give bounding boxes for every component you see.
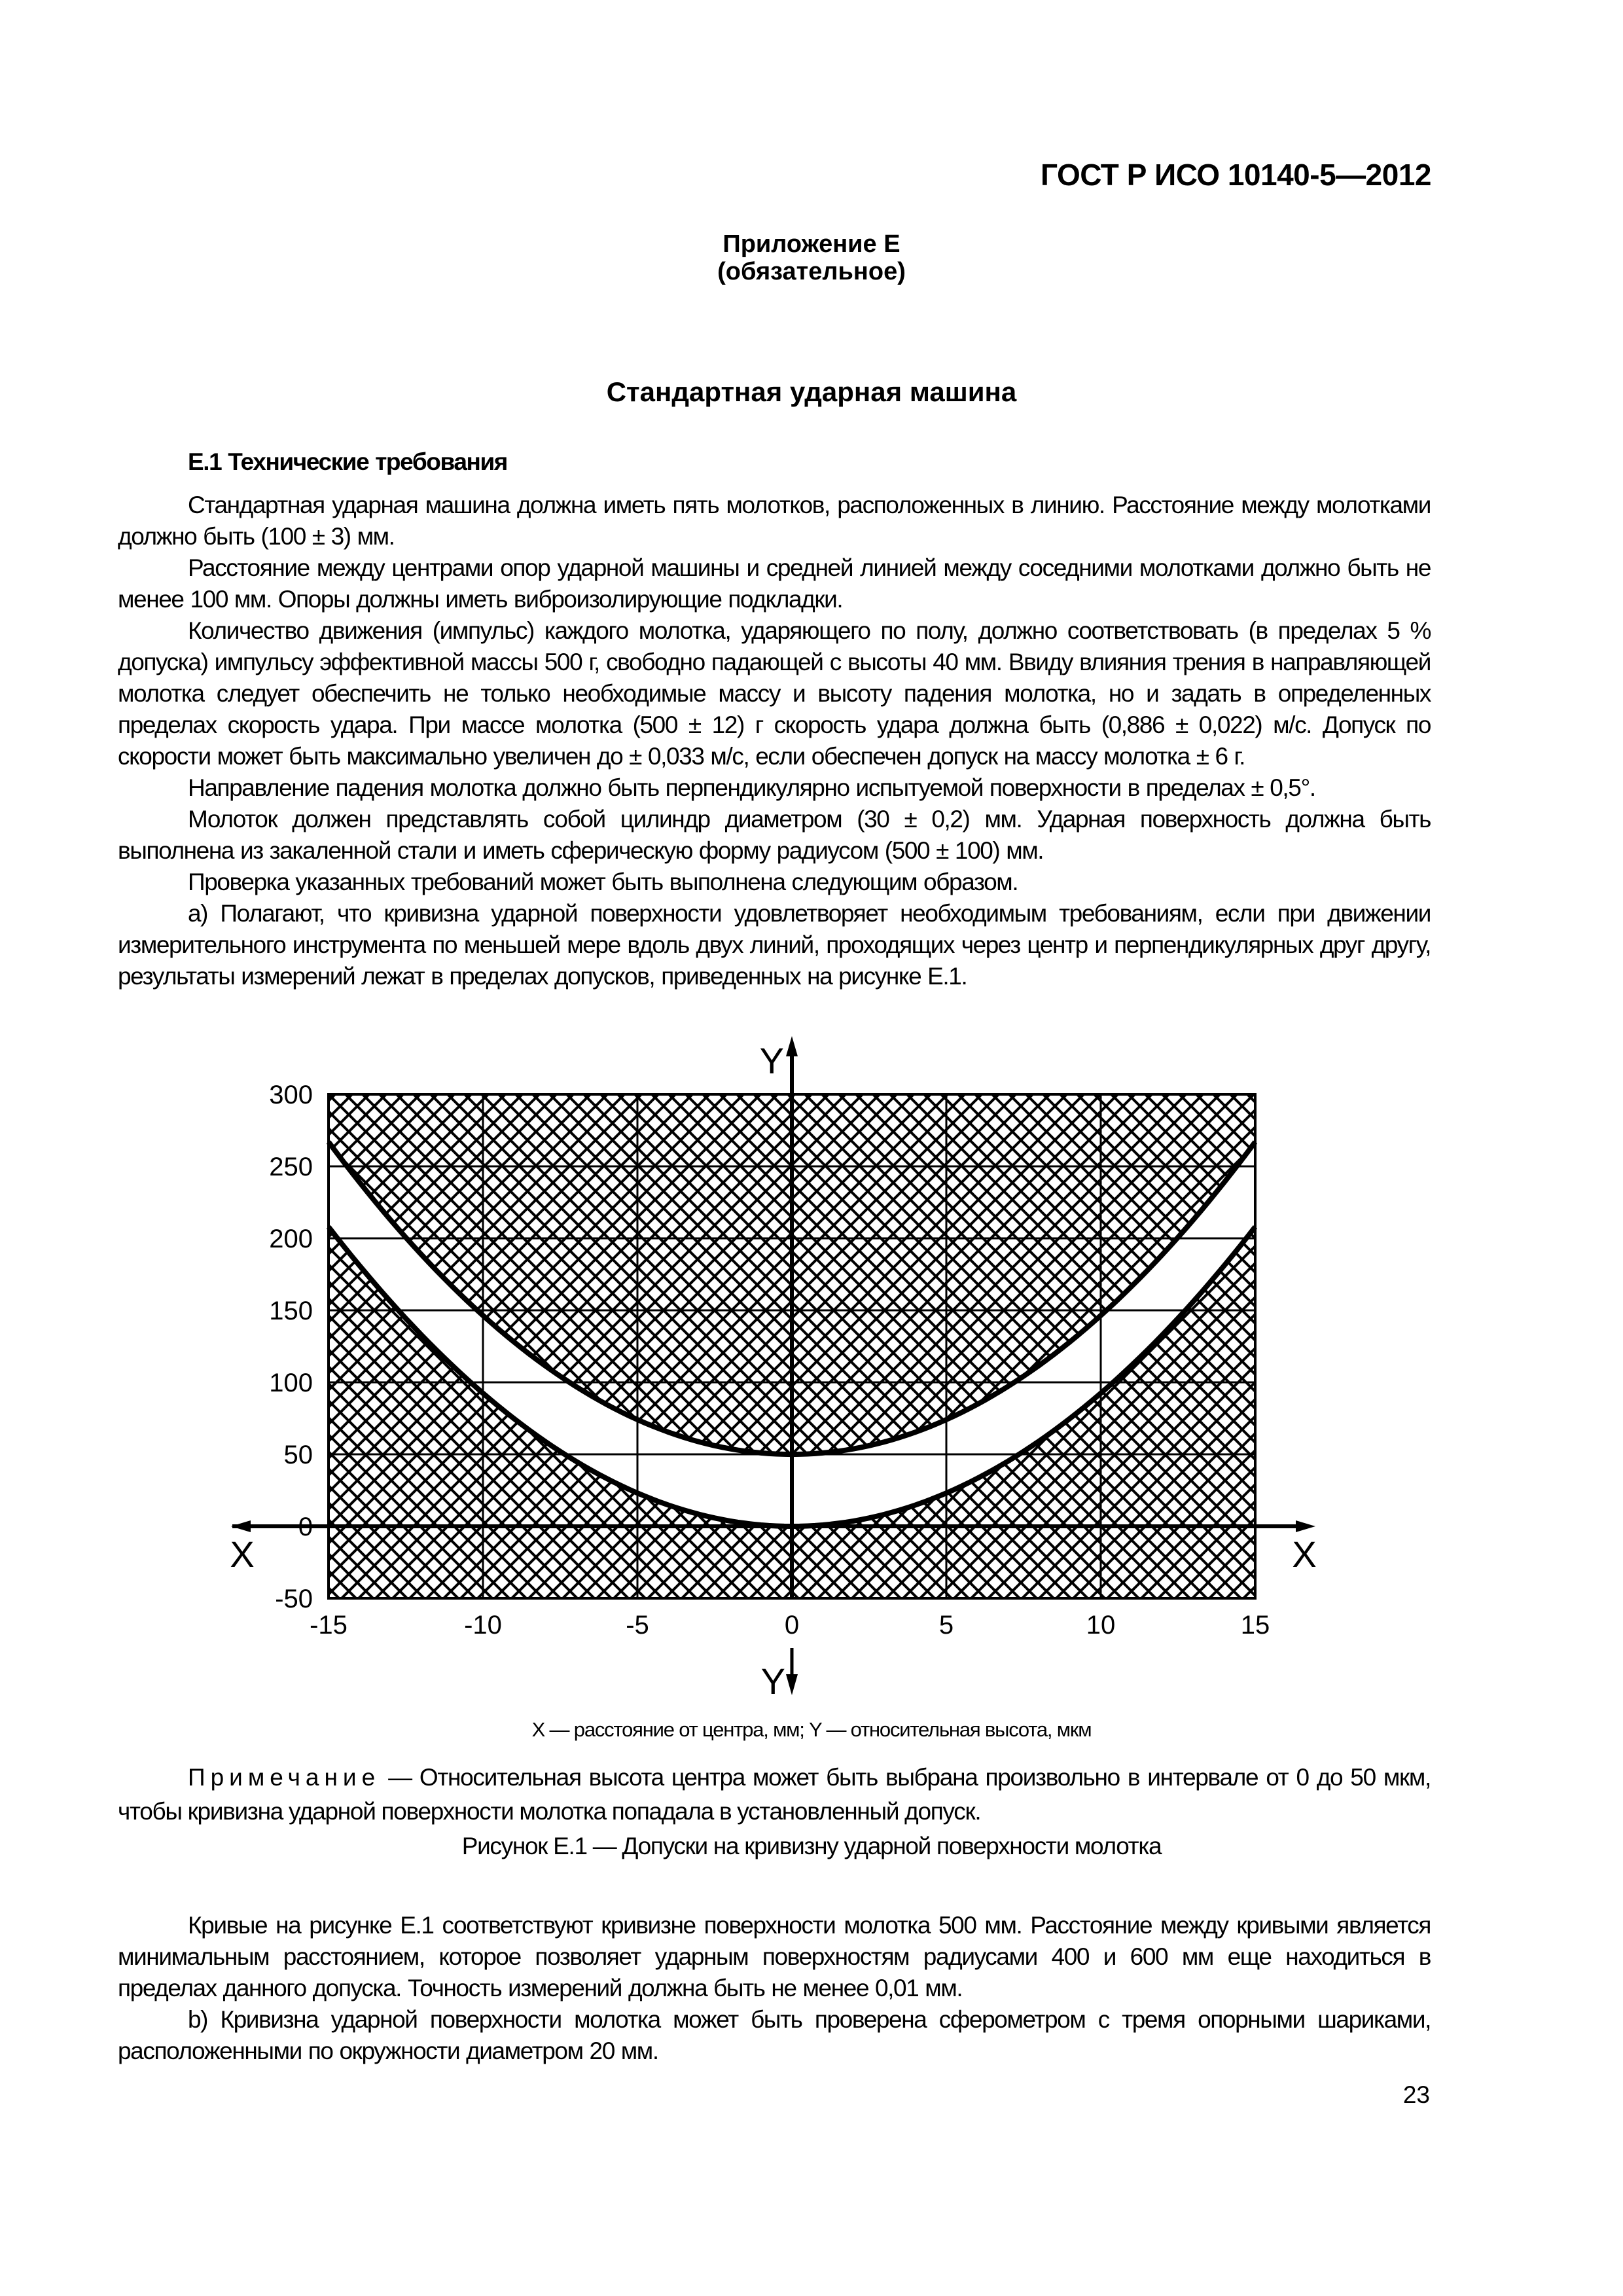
- y-tick-label: 0: [298, 1513, 313, 1541]
- paragraph: Молоток должен представлять собой цилиндр диаметром (30 ± 0,2) мм. Ударная поверхность должна быть выполнена из закаленной стали и иметь сферическую форму радиусом (500 ± 100) мм.: [118, 806, 1431, 864]
- body-text-bottom: [118, 1910, 1431, 2067]
- paragraph: Направление падения молотка должно быть перпендикулярно испытуемой поверхности в пределах ± 0,5°.: [188, 774, 1315, 801]
- y-tick-label: 50: [283, 1441, 313, 1469]
- figure-caption: Рисунок Е.1 — Допуски на кривизну ударной поверхности молотка: [461, 1833, 1162, 1859]
- paragraph: Расстояние между центрами опор ударной машины и средней линией между соседними молотками должно быть не менее 100 мм. Опоры должны иметь виброизолирующие подкладки.: [118, 554, 1431, 613]
- x-axis-label-left: X: [230, 1534, 255, 1575]
- standard-code-header: ГОСТ Р ИСО 10140-5—2012: [1040, 158, 1431, 192]
- y-axis-up-arrow-icon: [786, 1036, 798, 1056]
- page-number: 23: [1402, 2081, 1430, 2108]
- x-tick-label: -5: [626, 1611, 649, 1640]
- note-text: — Относительная высота центра может быть выбрана произвольно в интервале от 0 до 50 мкм, чтобы кривизна ударной поверхности молотка попадала в установленный допуск.: [118, 1764, 1431, 1825]
- x-tick-label: -10: [464, 1611, 502, 1640]
- appendix-title: Приложение Е: [722, 230, 901, 258]
- y-axis-label-top: Y: [759, 1040, 784, 1081]
- y-axis-label-bottom: Y: [760, 1660, 785, 1702]
- main-title: Стандартная ударная машина: [606, 376, 1017, 407]
- paragraph: b) Кривизна ударной поверхности молотка может быть проверена сферометром с тремя опорными шариками, расположенными по окружности диаметром 20 мм.: [118, 2006, 1431, 2064]
- paragraph: Стандартная ударная машина должна иметь пять молотков, расположенных в линию. Расстояние между молотками должно быть (100 ± 3) мм.: [118, 492, 1431, 550]
- figure-legend: X — расстояние от центра, мм; Y — относительная высота, мкм: [531, 1718, 1092, 1741]
- y-tick-label: 250: [269, 1153, 313, 1181]
- y-tick-label: -50: [275, 1585, 313, 1613]
- figure-note: [118, 1761, 1431, 1829]
- paragraph: Кривые на рисунке Е.1 соответствуют кривизне поверхности молотка 500 мм. Расстояние между кривыми является минимальным расстоянием, которое позволяет ударным поверхностям радиусами 400 и 600 мм еще находиться в пределах данного допуска. Точность измерений должна быть не менее 0,01 мм.: [118, 1912, 1431, 2001]
- y-axis-down-arrow-icon: [786, 1674, 798, 1695]
- x-tick-label: 10: [1086, 1611, 1116, 1640]
- x-tick-label: 0: [784, 1611, 800, 1640]
- y-tick-label: 100: [269, 1369, 313, 1397]
- x-tick-label: -15: [310, 1611, 348, 1640]
- appendix-status: (обязательное): [717, 258, 906, 285]
- y-tick-label: 300: [269, 1081, 313, 1109]
- x-axis-left-arrow-icon: [231, 1520, 251, 1532]
- x-axis-label-right: X: [1292, 1534, 1317, 1575]
- paragraph: Проверка указанных требований может быть выполнена следующим образом.: [188, 869, 1018, 895]
- y-tick-label: 200: [269, 1225, 313, 1253]
- y-tick-label: 150: [269, 1297, 313, 1325]
- x-axis-right-arrow-icon: [1296, 1520, 1315, 1532]
- paragraph: а) Полагают, что кривизна ударной поверхности удовлетворяет необходимым требованиям, если при движении измерительного инструмента по меньшей мере вдоль двух линий, проходящих через центр и перпендикулярных друг другу, результаты измерений лежат в пределах допусков, приведенных на рисунке Е.1.: [118, 900, 1431, 990]
- x-tick-label: 15: [1240, 1611, 1270, 1640]
- note-label: Примечание: [188, 1764, 381, 1791]
- section-heading: Е.1 Технические требования: [188, 448, 507, 475]
- x-tick-label: 5: [938, 1611, 954, 1640]
- paragraph: Количество движения (импульс) каждого молотка, ударяющего по полу, должно соответствовать (в пределах 5 % допуска) импульсу эффективной массы 500 г, свободно падающей с высоты 40 мм. Ввиду влияния трения в направляющей молотка следует обеспечить не только необходимые массу и высоту падения молотка, но и задать в определенных пределах скорость удара. При массе молотка (500 ± 12) г скорость удара должна быть (0,886 ± 0,022) м/с. Допуск по скорости может быть максимально увеличен до ± 0,033 м/с, если обеспечен допуск на массу молотка ± 6 г.: [118, 617, 1431, 770]
